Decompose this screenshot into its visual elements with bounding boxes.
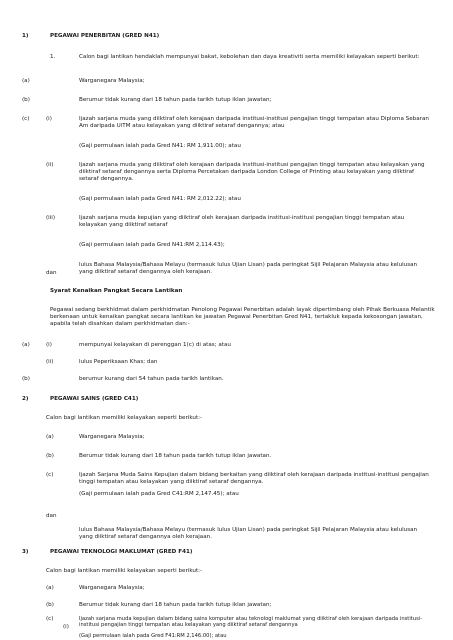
s1-ciii-text: Ijazah sarjana muda kepujian yang diiktiraf oleh kerajaan daripada institusi-institusi pengajian tinggi tempatan atau kelayakan yang diiktiraf setaraf: [79, 215, 405, 228]
s1-ci-salary: (Gaji permulaan ialah pada Gred N41: RM 1,911.00); atau: [79, 143, 241, 149]
section-3-title: PEGAWAI TEKNOLOGI MAKLUMAT (GRED F41): [50, 549, 193, 555]
s2-a-text: Warganegara Malaysia;: [79, 434, 145, 440]
s1-ci-text: Ijazah sarjana muda yang diiktiraf oleh kerajaan daripada institusi-institusi pengajian tinggi tempatan atau Diploma Sebaran Am daripada UiTM atau kelayakan yang diiktiraf setaraf dengannya; atau: [79, 116, 429, 129]
s1-paii-text: lulus Peperiksaan Khas; dan: [79, 359, 158, 365]
s3-c-label: (c): [46, 616, 54, 622]
s1-a-text: Warganegara Malaysia;: [79, 78, 145, 84]
s1-pb-text: berumur kurang dari 54 tahun pada tarikh lantikan.: [79, 376, 224, 382]
s3-ci-salary: (Gaji permulaan ialah pada Gred F41:RM 2,146.00); atau: [79, 633, 227, 639]
section-2-number: 2): [22, 396, 29, 402]
s1-pa-label: (a): [22, 342, 30, 348]
s1-promotion-title: Syarat Kenaikan Pangkat Secara Lantikan: [50, 288, 183, 294]
s1-c-label: (c): [22, 116, 30, 122]
section-1-title: PEGAWAI PENERBITAN (GRED N41): [50, 33, 160, 39]
s2-a-label: (a): [46, 434, 54, 440]
s1-pb-label: (b): [22, 376, 30, 382]
section-2-title: PEGAWAI SAINS (GRED C41): [50, 396, 139, 402]
s1-b-label: (b): [22, 97, 30, 103]
s3-b-text: Berumur tidak kurang dari 18 tahun pada tarikh tutup iklan jawatan;: [79, 602, 272, 608]
s2-b-label: (b): [46, 453, 54, 459]
s1-pai-text: mempunyai kelayakan di perenggan 1(c) di atas; atau: [79, 342, 231, 348]
section-3-number: 3): [22, 549, 29, 555]
s2-b-text: Berumur tidak kurang dari 18 tahun pada tarikh tutup iklan jawatan.: [79, 453, 272, 459]
s3-ci-label: (i): [63, 624, 69, 630]
s2-intro: Calon bagi lantikan memiliki kelayakan seperti berikut:-: [46, 415, 203, 421]
section-1-number: 1): [22, 33, 29, 39]
s2-c-label: (c): [46, 472, 54, 478]
s3-a-text: Warganegara Malaysia;: [79, 585, 145, 591]
s3-intro: Calon bagi lantikan memiliki kelayakan seperti berikut:-: [46, 568, 203, 574]
s1-paii-label: (ii): [46, 359, 54, 365]
s1-ciii-label: (iii): [46, 215, 56, 221]
s1-promotion-text: Pegawai sedang berkhidmat dalam perkhidmatan Penolong Pegawai Penerbitan adalah layak dipertimbang oleh Pihak Berkuasa Melantik berkenaan untuk kenaikan pangkat secara lantikan ke jawatan Pegawai Penerbitan Gred N41, tertakluk kepada kekosongan jawatan, apabila telah disahkan dalam perkhidmatan dan:-: [50, 307, 435, 327]
s2-c-text: Ijazah Sarjana Muda Sains Kepujian dalam bidang berkaitan yang diiktiraf oleh kerajaan daripada institusi-institusi pengajian tinggi tempatan atau kelayakan yang diiktiraf setaraf dengannya.: [79, 472, 429, 485]
s1-a-label: (a): [22, 78, 30, 84]
s1-dan: dan: [46, 270, 57, 276]
s2-language-requirement: lulus Bahasa Malaysia/Bahasa Melayu (termasuk lulus Ujian Lisan) pada peringkat Sijil Pelajaran Malaysia atau kelulusan yang diiktiraf setaraf dengannya oleh kerajaan.: [79, 527, 418, 540]
s1-ci-label: (i): [46, 116, 52, 122]
s1-pai-label: (i): [46, 342, 52, 348]
s1-language-requirement: lulus Bahasa Malaysia/Bahasa Melayu (termasuk lulus Ujian Lisan) pada peringkat Sijil Pelajaran Malaysia atau kelulusan yang diiktiraf setaraf dengannya oleh kerajaan.: [79, 262, 418, 275]
s3-ci-text: Ijazah sarjana muda kepujian dalam bidang sains komputer atau teknologi maklumat yang diiktiraf oleh kerajaan daripada institusi-institusi pengajian tinggi tempatan atau kelayakan yang diiktiraf setaraf dengannya: [79, 616, 423, 629]
s1-cii-label: (ii): [46, 162, 54, 168]
s3-b-label: (b): [46, 602, 54, 608]
s1-cii-text: Ijazah sarjana muda yang diiktiraf oleh kerajaan daripada institusi-institusi pengajian tinggi tempatan atau kelayakan yang diiktiraf setaraf dengannya serta Diploma Percetakan daripada London College of Printing atau kelayakan yang diiktiraf setaraf dengannya.: [79, 162, 425, 182]
section-1-intro: Calon bagi lantikan hendaklah mempunyai bakat, kebolehan dan daya kreativiti serta memiliki kelayakan seperti berikut:: [79, 54, 420, 60]
s3-a-label: (a): [46, 585, 54, 591]
s1-ciii-salary: (Gaji permulaan ialah pada Gred N41:RM 2,114.43);: [79, 242, 225, 248]
s1-b-text: Berumur tidak kurang dari 18 tahun pada tarikh tutup iklan jawatan;: [79, 97, 272, 103]
section-1-intro-number: 1.: [50, 54, 56, 60]
s2-c-salary: (Gaji permulaan ialah pada Gred C41:RM 2,147.45); atau: [79, 491, 239, 497]
s2-dan: dan: [46, 513, 57, 519]
s1-cii-salary: (Gaji permulaan ialah pada Gred N41: RM 2,012.22); atau: [79, 196, 241, 202]
